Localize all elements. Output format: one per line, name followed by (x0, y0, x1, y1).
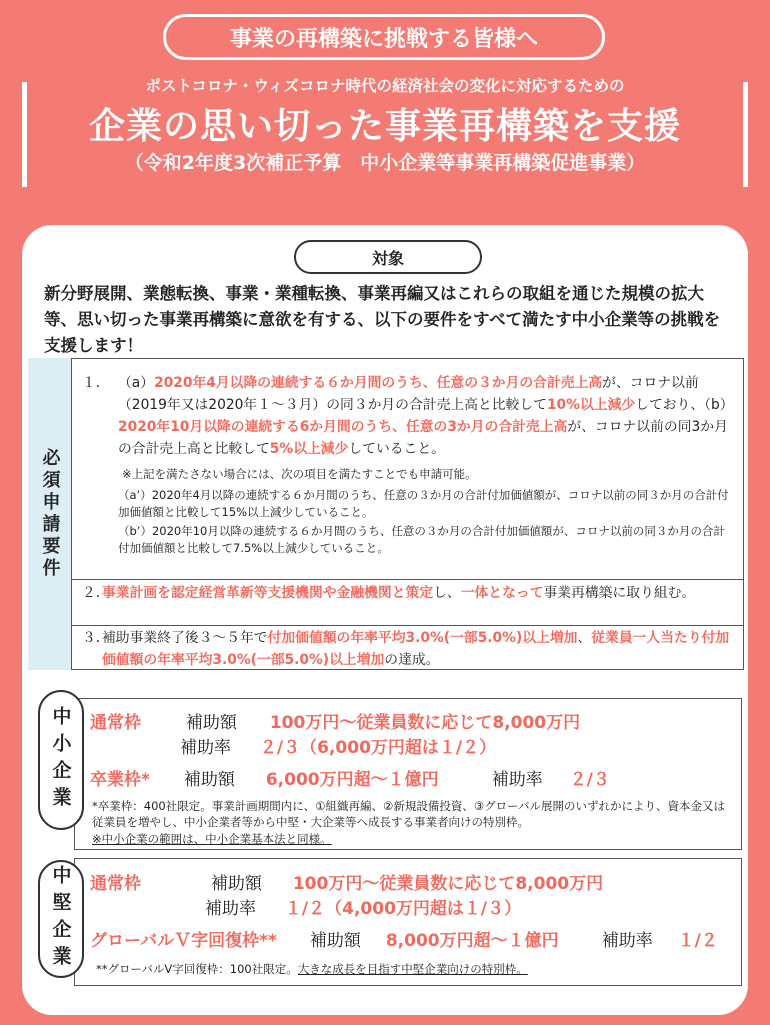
mid-label: 中堅企業 (49, 865, 72, 973)
req1-a-decrease: 10%以上減少 (546, 397, 636, 413)
mid-normal-row (90, 869, 603, 894)
sme-rate-row (180, 733, 496, 758)
sme-grad-amount-label: 補助額 (183, 770, 235, 790)
mid-normal-label: 通常枠 (90, 874, 141, 894)
req1-b-end: していること。 (348, 441, 445, 457)
target-heading (294, 240, 482, 274)
req1-a-prefix: （a） (118, 375, 155, 391)
sme-rate: ２/３（6,000万円超は１/２） (259, 738, 497, 758)
sme-grad-amount: 6,000万円超～１億円 (265, 770, 439, 790)
mid-global-row (90, 926, 718, 951)
sme-label-pill (38, 690, 84, 830)
req1-note: ※上記を満たさない場合には、次の項目を満たすことでも申請可能。 (122, 467, 477, 481)
req2-highlight2: 一体となって (460, 585, 544, 601)
sme-grad-row (90, 765, 610, 790)
sme-label: 中小企業 (49, 706, 72, 814)
mid-rate-label: 補助率 (205, 899, 256, 919)
req3-highlight: 付加価値額の年率平均3.0%(一部5.0%)以上増加 (267, 630, 578, 646)
mid-global-amount-label: 補助額 (309, 931, 361, 951)
sme-normal-label: 通常枠 (90, 713, 141, 733)
req3-highlight2: 従業員一人当たり付加価値額の年率平均3.0%(一部5.0%)以上増加 (102, 630, 730, 668)
sme-amount-label: 補助額 (185, 713, 237, 733)
req1-a-text: が、コロナ以前（2019年又は2020年１～３月）の同３か月の合計売上高と比較して (118, 375, 699, 413)
requirements-label-cell (28, 358, 72, 670)
sme-normal-row (90, 708, 580, 733)
req1-alt-a: （a’）2020年4月以降の連続する６か月間のうち、任意の３か月の合計付加価値額が、コロナ以前の同３か月の合計付加価値額と比較して15%以上減少していること。 (118, 488, 729, 519)
header-subtitle: ポストコロナ・ウィズコロナ時代の経済社会の変化に対応するための (145, 77, 625, 95)
mid-global-note (96, 961, 528, 977)
mid-global-rate: １/２ (677, 931, 718, 951)
req1-body (118, 372, 734, 483)
sme-grad-rate-label: 補助率 (491, 770, 543, 790)
mid-global-amount: 8,000万円超～１億円 (385, 931, 559, 951)
sme-scope-note: ※中小企業の範囲は、中小企業基本法と同様。 (92, 832, 332, 846)
mid-global-label: グローバルＶ字回復枠** (90, 931, 277, 951)
header-pill-text: 事業の再構築に挑戦する皆様へ (229, 26, 538, 52)
requirements-label: 必須申請要件 (39, 448, 61, 580)
mid-global-note-a: **グローバルV字回復枠：100社限定。 (96, 962, 298, 976)
mid-rate-row (205, 894, 521, 919)
target-label: 対象 (371, 248, 404, 268)
mid-amount-label: 補助額 (210, 874, 262, 894)
req1-b-prefix: しており、（b） (635, 397, 734, 413)
requirement-3 (72, 626, 744, 670)
req1-b-highlight: 2020年10月以降の連続する6か月間のうち、任意の3か月の合計売上高 (118, 419, 568, 435)
req2-number: ２． (82, 585, 110, 601)
program-name: （令和2年度3次補正予算 中小企業等事業再構築促進事業） (124, 152, 646, 174)
req3-end: の達成。 (384, 652, 440, 668)
req1-b-decrease: 5%以上減少 (269, 441, 349, 457)
mid-global-rate-label: 補助率 (601, 931, 653, 951)
sme-grad-label: 卒業枠* (90, 770, 150, 790)
sme-grad-rate: ２/３ (569, 770, 610, 790)
req2-text: し、 (433, 585, 461, 601)
mid-label-pill (38, 860, 84, 978)
mid-rate: １/２（4,000万円超は１/３） (284, 899, 522, 919)
req1-number: １． (82, 375, 110, 391)
mid-amount: 100万円～従業員数に応じて8,000万円 (292, 874, 604, 894)
mid-global-note-b: 大きな成長を目指す中堅企業向けの特別枠。 (297, 962, 528, 976)
req3-text: 補助事業終了後３～５年で (102, 630, 268, 646)
sme-amount: 100万円～従業員数に応じて8,000万円 (269, 713, 581, 733)
requirement-2 (72, 580, 744, 626)
target-intro: 新分野展開、業態転換、事業・業種転換、事業再編又はこれらの取組を通じた規模の拡大等、思い切った事業再構築に意欲を有する、以下の要件をすべて満たす中小企業等の挑戦を支援します！ (44, 284, 721, 355)
req2-highlight: 事業計画を認定経営革新等支援機関や金融機関と策定 (102, 585, 434, 601)
header-pill (163, 14, 605, 60)
req3-number: ３． (82, 630, 110, 646)
req1-b-text: が、コロナ以前の同3か月の合計売上高と比較して (118, 419, 728, 457)
req1-a-highlight: 2020年4月以降の連続する６か月間のうち、任意の３か月の合計売上高 (154, 375, 603, 391)
page-title: 企業の思い切った事業再構築を支援 (88, 106, 681, 147)
requirement-1 (72, 358, 744, 580)
req1-alt-b: （b’）2020年10月以降の連続する６か月間のうち、任意の３か月の合計付加価値額が、コロナ以前の同３か月の合計付加価値額と比較して7.5%以上減少していること。 (118, 524, 725, 555)
req2-end: 事業再構築に取り組む。 (543, 585, 696, 601)
sme-rate-label: 補助率 (180, 738, 231, 758)
req3-sep: 、 (577, 630, 592, 646)
sme-grad-note: *卒業枠：400社限定。事業計画期間内に、①組織再編、②新規設備投資、③グローバル展開のいずれかにより、資本金又は従業員を増やし、中小企業者等から中堅・大企業等へ成長する事業者向けの特別枠。 (92, 799, 726, 829)
